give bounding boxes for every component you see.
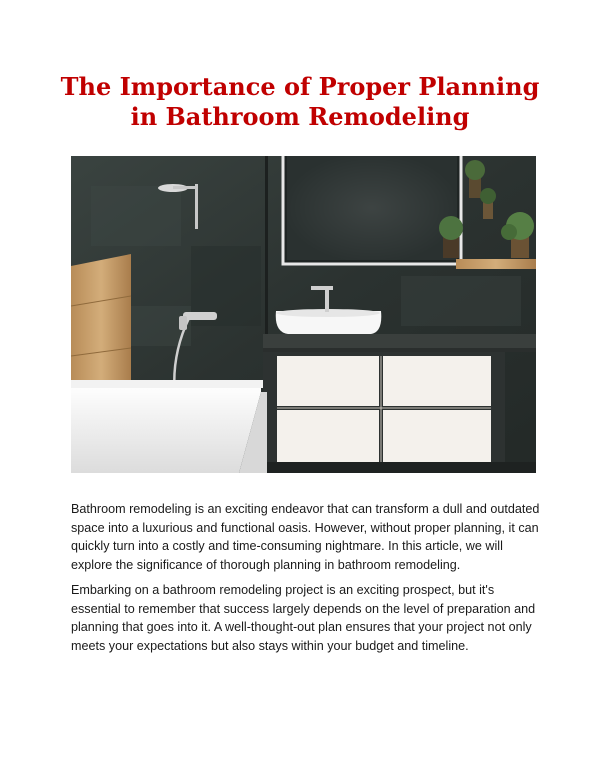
article-title <box>40 72 560 132</box>
article-body <box>71 500 541 662</box>
article-title-line-2: in Bathroom Remodeling <box>130 102 470 131</box>
body-paragraph-1: Bathroom remodeling is an exciting endeavor that can transform a dull and outdated space into a luxurious and functional oasis. However, without proper planning, it can quickly turn into a costly and time-consuming nightmare. In this article, we will explore the significance of thorough planning in bathroom remodeling. <box>71 502 540 572</box>
article-title-line-1: The Importance of Proper Planning <box>60 72 540 101</box>
body-paragraph-2: Embarking on a bathroom remodeling project is an exciting prospect, but it's essential to remember that success largely depends on the level of preparation and planning that goes into it. A well-thought-out plan ensures that your project not only meets your expectations but also stays within your budget and timeline. <box>71 583 536 653</box>
bathroom-photo <box>71 156 536 473</box>
